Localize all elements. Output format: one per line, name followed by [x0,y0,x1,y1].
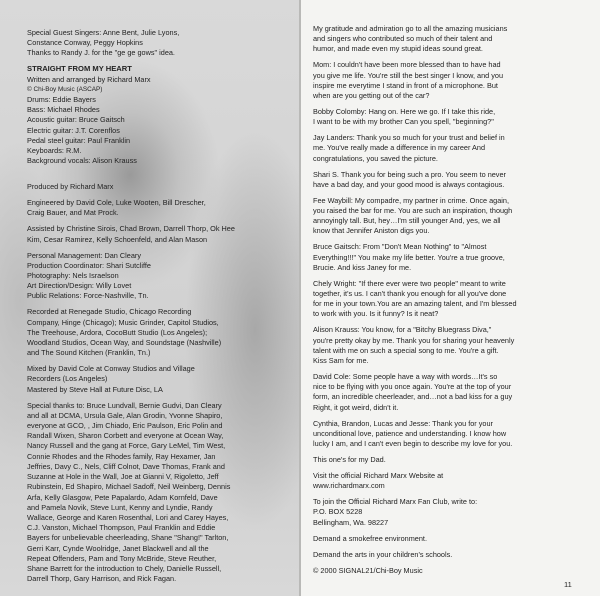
text-line: Kim, Cesar Ramirez, Kelly Schoenfeld, and Alan Mason [27,234,208,244]
text-line: Mixed by David Cole at Conway Studios and Village [27,364,195,374]
text-line: My gratitude and admiration go to all the amazing musicians [313,24,508,33]
text-line: Keyboards: R.M. [27,146,82,156]
text-line: I want to be with my brother Can you spell, "beginning?" [313,117,494,127]
text-line: humor, and made even my stupid ideas sound great. [313,44,483,54]
website-url: www.richardmarx.com [313,481,385,491]
song-copyright: © Chi-Boy Music (ASCAP) [27,85,103,93]
text-line: Bobby Colomby: Hang on. Here we go. If I take this ride, [313,107,496,117]
text-line: Chely Wright: "If there ever were two people" meant to write [313,278,506,288]
text-line: Public Relations: Force-Nashville, Tn. [27,291,149,301]
text-line: Drums: Eddie Bayers [27,95,96,105]
text-line: Production Coordinator: Shari Sutcliffe [27,260,151,270]
text-line: annoyingly tall. But, hey…I'm still younger And, yes, we all [313,216,501,226]
text-line: you raised the bar for me. You are such an inspiration, though [313,206,513,216]
text-line: Bass: Michael Rhodes [27,105,100,115]
text-line: lucky I am, and I can't even begin to describe my love for you. [313,439,513,449]
right-page [301,0,600,596]
text-line: Woodland Studios, Ocean Way, and Soundstage (Nashville) [27,338,222,348]
right-column-acknowledgments [313,24,596,582]
text-line: and all at DCMA, Ursula Gale, Alan Grodin, Yvonne Shapiro, [27,410,223,420]
text-line: Rubinstein, Ed Shapiro, Michael Sadoff, Neil Weinberg, Dennis [27,482,231,492]
text-line: Demand a smokefree environment. [313,533,427,543]
guest-singers [27,28,295,59]
acknowledgment-paragraph [313,60,596,101]
text-line: Constance Conway, Peggy Hopkins [27,38,143,48]
text-line: Randall Wixen, Sharon Corbett and everyone at Ocean Way, [27,431,224,441]
mixed-mastered [27,364,295,395]
text-line: Shari S. Thank you for being such a pro. You seem to never [313,169,506,179]
left-column-credits [27,28,295,590]
management-credits [27,251,295,302]
song-written: Written and arranged by Richard Marx [27,74,151,84]
acknowledgment-paragraph [313,133,596,164]
acknowledgment-paragraph [313,325,596,366]
text-line: Bellingham, Wa. 98227 [313,517,389,527]
text-line: Demand the arts in your children's schools. [313,549,453,559]
text-line: Suzanne at Hole in the Wall, Joe at Gianni V, Rigoletto, Jeff [27,472,219,482]
acknowledgment-paragraph [313,279,596,320]
text-line: for me in your town.You are an amazing talent, and I'm blessed [313,299,517,309]
text-line: Wallace, George and Karen Rosenthal, Lori and Carey Hayes, [27,512,229,522]
text-line: Alison Krauss: You know, for a "Bitchy Bluegrass Diva," [313,325,492,335]
text-line: P.O. BOX 5228 [313,507,363,517]
text-line: Special Guest Singers: Anne Bent, Julie Lyons, [27,28,180,37]
acknowledgment-paragraph [313,170,596,190]
text-line: Jay Landers: Thank you so much for your trust and belief in [313,133,505,143]
text-line: Mom: I couldn't have been more blessed than to have had [313,60,501,70]
acknowledgment-paragraph [313,372,596,413]
text-line: Visit the official Richard Marx Website at [313,471,444,481]
text-line: form, an incredible cheerleader, and…not a bad kiss for a guy [313,392,513,402]
text-line: Special thanks to: Bruce Lundvall, Bernie Gudvi, Dan Cleary [27,400,222,410]
text-line: Thanks to Randy J. for the "ge ge gows" idea. [27,48,175,58]
text-line: and singers who contributed so much of their talent and [313,34,493,44]
text-line: and The Sound Kitchen (Franklin, Tn.) [27,348,151,358]
smokefree-note [313,534,596,544]
text-line: Personal Management: Dan Cleary [27,250,141,260]
text-line: Brucie. And kiss Janey for me. [313,262,412,272]
text-line: Electric guitar: J.T. Corenflos [27,125,120,135]
song-title: STRAIGHT FROM MY HEART [27,64,132,74]
text-line: © 2000 SIGNAL21/Chi-Boy Music [313,565,423,575]
text-line: Assisted by Christine Sirois, Chad Brown, Darrell Thorp, Ok Hee [27,224,235,234]
website-info [313,471,596,491]
fan-club-address [313,497,596,528]
special-thanks [27,401,295,585]
text-line: Produced by Richard Marx [27,182,114,192]
text-line: To join the Official Richard Marx Fan Club, write to: [313,497,478,507]
recorded-at [27,307,295,358]
text-line: Right, it got weird, didn't it. [313,402,399,412]
text-line: talent with me on such a special song to me. You're a gift. [313,345,499,355]
text-line: congratulations, you saved the picture. [313,153,438,163]
text-line: Everything!!!" You make my life better. You're a true groove, [313,252,505,262]
text-line: Photography: Nels Israelson [27,271,119,281]
text-line: and Pamela Novik, Steve Lunt, Kenny and Lyndie, Randy [27,502,213,512]
text-line: Nancy Russell and the gang at Force, Gary LeMel, Tim West, [27,441,226,451]
text-line: Acoustic guitar: Bruce Gaitsch [27,115,125,125]
text-line: inspire me everytime I stand in front of a microphone. But [313,80,498,90]
text-line: Company, Hinge (Chicago); Music Grinder, Capitol Studios, [27,317,219,327]
assisted-by [27,224,295,244]
produced-by [27,182,295,192]
text-line: Cynthia, Brandon, Lucas and Jesse: Thank you for your [313,418,493,428]
text-line: Recorders (Los Angeles) [27,374,108,384]
text-line: me. You've really made a difference in my career And [313,143,486,153]
acknowledgment-paragraph [313,24,596,55]
text-line: Pedal steel guitar: Paul Franklin [27,135,131,145]
text-line: Bruce Gaitsch: From "Don't Mean Nothing" to "Almost [313,242,487,252]
text-line: David Cole: Some people have a way with words…It's so [313,372,498,382]
text-line: when are you getting out of the car? [313,91,430,101]
text-line: Recorded at Renegade Studio, Chicago Recording [27,307,192,317]
text-line: Connie Rhodes and the Rhodes family, Ray Hexamer, Jan [27,451,216,461]
text-line: to work with you. Is it funny? Is it neat? [313,309,439,319]
text-line: you're pretty okay by me. Thank you for sharing your heavenly [313,335,515,345]
text-line: Mastered by Steve Hall at Future Disc, LA [27,384,163,394]
text-line: Jeffries, Davy C., Nels, Cliff Colnot, Dave Thomas, Frank and [27,461,225,471]
text-line: know that Jennifer Aniston digs you. [313,226,430,236]
text-line: you give me life. You're still the best singer I know, and you [313,70,504,80]
text-line: everyone at GCO, , Jim Chiado, Eric Paulson, Eric Polin and [27,421,223,431]
text-line: Background vocals: Alison Krauss [27,156,137,166]
copyright-notice [313,566,596,576]
text-line: Shane Barrett for the introduction to Chely, Danielle Russell, [27,563,222,573]
song-credits [27,64,295,166]
acknowledgment-paragraph [313,107,596,127]
text-line: Gerri Karr, Cynde Woolridge, Janet Blackwell and all the [27,543,209,553]
text-line: Art Direction/Design: Willy Lovet [27,281,132,291]
dedication [313,455,596,465]
text-line: Repeat Offenders, Pam and Tony McBride, Steve Reuther, [27,553,217,563]
acknowledgment-paragraph [313,419,596,450]
text-line: Arfa, Kelly Glasgow, Pete Papalardo, Adam Kornfeld, Dave [27,492,218,502]
text-line: Kiss Sam for me. [313,356,369,366]
arts-note [313,550,596,560]
page-number: 11 [564,580,572,589]
text-line: have a bad day, and your good mood is always contagious. [313,179,505,189]
text-line: Fee Waybill: My compadre, my partner in crime. Once again, [313,195,510,205]
text-line: together, it's us. I can't thank you enough for all you've done [313,289,507,299]
text-line: Craig Bauer, and Mat Prock. [27,208,119,218]
acknowledgment-paragraph [313,196,596,237]
text-line: C.J. Vanston, Michael Thompson, Paul Franklin and Eddie [27,523,216,533]
text-line: This one's for my Dad. [313,455,386,465]
text-line: unconditional love, patience and understanding. I know how [313,428,507,438]
text-line: Bayers for unbelievable cheerleading, Shane "Shang!" Tarlton, [27,533,229,543]
engineered-by [27,198,295,218]
text-line: Darrell Thorp, Gary Harrison, and Rick Fagan. [27,574,177,584]
text-line: The Treehouse, Ardora, CocoButt Studio (Los Angeles); [27,327,208,337]
acknowledgment-paragraph [313,242,596,273]
text-line: nice to be flying with you once again. You're at the top of your [313,382,512,392]
text-line: Engineered by David Cole, Luke Wooten, Bill Drescher, [27,198,206,208]
